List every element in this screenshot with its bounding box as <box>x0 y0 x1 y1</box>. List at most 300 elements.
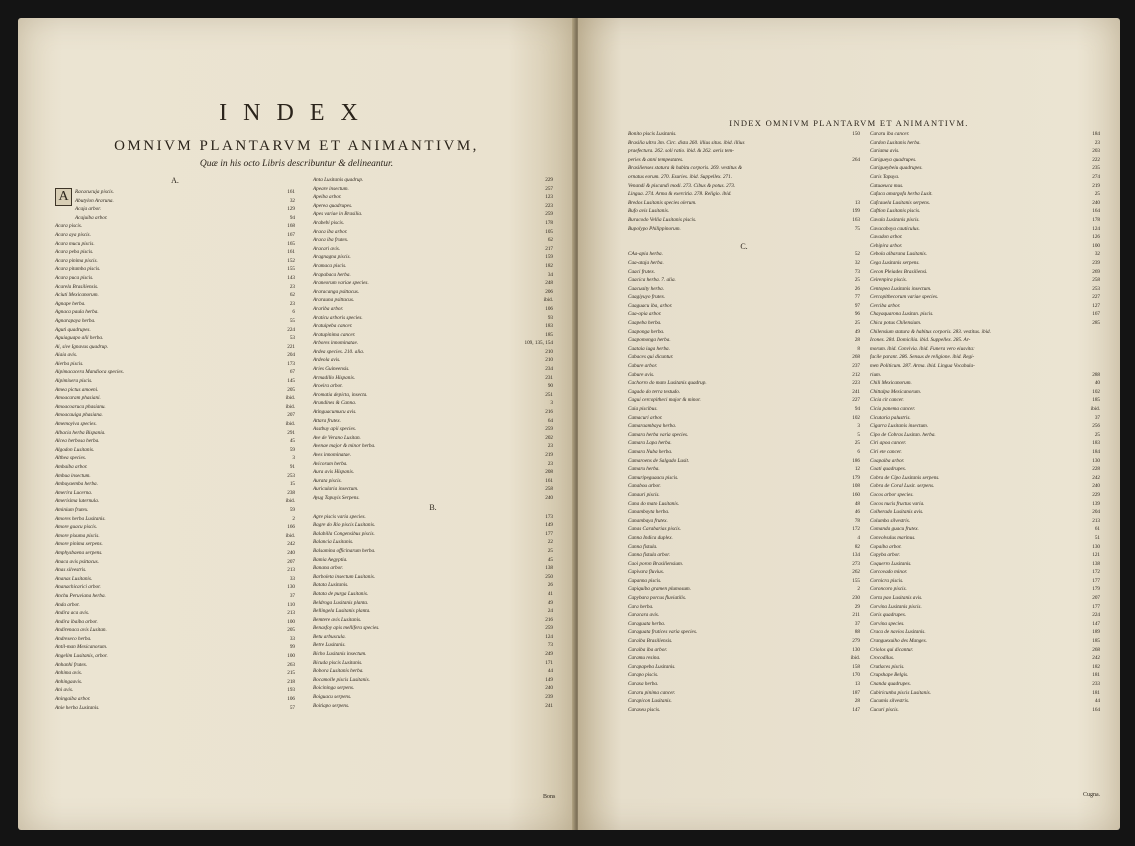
index-entry <box>55 446 295 455</box>
index-entry <box>870 560 1100 569</box>
entry-page-number: 55 <box>289 317 295 324</box>
entry-term: Aiaia avis. <box>55 352 78 359</box>
index-entry <box>313 494 553 503</box>
entry-page-number: 26 <box>854 285 860 292</box>
entry-term: Caftlon Lusitanis piscis. <box>870 208 921 215</box>
entry-page-number: 203 <box>1092 148 1100 155</box>
index-entry <box>55 669 295 678</box>
entry-term: Araneorum variae species. <box>313 280 369 287</box>
index-entry <box>628 319 860 328</box>
index-entry <box>628 353 860 362</box>
entry-term: Auricularia insectum. <box>313 486 359 493</box>
entry-page-number: 94 <box>854 406 860 412</box>
entry-term: Caa-ataja herba. <box>628 259 664 266</box>
entry-term: Crutlaces piscis. <box>870 663 905 670</box>
entry-page-number: 173 <box>287 360 295 367</box>
entry-page-number: 164 <box>1092 706 1100 713</box>
entry-term: Caraguata herba. <box>628 620 666 627</box>
index-entry <box>313 399 553 408</box>
entry-term: Aipimacacera Mandioca species. <box>55 369 125 376</box>
index-entry <box>628 482 860 491</box>
entry-term: CAa-apia herba. <box>628 251 663 258</box>
entry-page-number: 127 <box>1092 302 1100 309</box>
entry-term: Althea species. <box>55 455 87 462</box>
index-entry <box>870 353 1100 362</box>
index-entry <box>313 616 553 625</box>
entry-page-number: 150 <box>852 131 860 137</box>
index-entry <box>313 202 553 211</box>
entry-page-number: 23 <box>289 283 295 290</box>
entry-term: Betu arbuscula. <box>313 633 346 640</box>
index-entry <box>313 521 553 530</box>
entry-term: Carapicon Lusitanis. <box>628 698 672 705</box>
entry-term: Bemtere avis Lusitanis. <box>313 616 362 623</box>
entry-term: Ararauna psittacus. <box>313 297 355 304</box>
index-entry <box>628 156 860 165</box>
index-entry <box>55 214 295 223</box>
entry-page-number: 57 <box>289 704 295 711</box>
index-entry <box>55 420 295 429</box>
entry-page-number: 94 <box>289 214 295 221</box>
index-entry <box>628 293 860 302</box>
index-entry <box>628 534 860 543</box>
entry-page-number: 155 <box>287 266 295 273</box>
entry-page-number: ibid. <box>285 403 295 410</box>
entry-page-number: 149 <box>545 676 553 683</box>
entry-term: Alcea herbosa herba. <box>55 438 100 445</box>
index-entry <box>870 525 1100 534</box>
entry-page-number: 168 <box>287 223 295 230</box>
entry-page-number: 121 <box>1092 552 1100 559</box>
entry-term: Cebola albarana Lusitanis. <box>870 251 927 258</box>
entry-term: Agnarapaya herba. <box>55 317 96 324</box>
entry-term: Cagado do terra testudo. <box>628 388 681 395</box>
index-entry <box>55 695 295 704</box>
index-entry <box>55 506 295 515</box>
index-entry <box>313 547 553 556</box>
entry-page-number: 212 <box>852 371 860 378</box>
entry-page-number: 199 <box>852 208 860 215</box>
entry-page-number: 258 <box>1092 277 1100 284</box>
left-page <box>18 18 575 830</box>
entry-term: Camaraambaya herba. <box>628 423 677 430</box>
index-entry <box>870 396 1100 405</box>
index-entry <box>55 291 295 300</box>
entry-term: praefectura. 262. soli ratio. ibid. & 262. aeris tem- <box>628 148 734 155</box>
entry-page-number: 221 <box>287 343 295 350</box>
entry-term: Canambaya frutex. <box>628 517 668 524</box>
entry-page-number: 164 <box>1092 208 1100 215</box>
index-subtitle: OMNIVM PLANTARVM ET ANIMANTIVM, <box>114 138 479 154</box>
entry-page-number: 82 <box>854 543 860 550</box>
index-entry <box>55 274 295 283</box>
entry-term: Cubiricunha piscis Lusitanis. <box>870 689 931 696</box>
entry-term: Coquerro Lusitanis. <box>870 560 912 567</box>
index-entry <box>870 302 1100 311</box>
entry-term: Cafcauela Lusitanis serpens. <box>870 199 931 206</box>
entry-term: Agnape herba. <box>55 300 86 307</box>
entry-term: Antil-man Mexicanorum. <box>55 644 108 651</box>
index-entry <box>55 575 295 584</box>
index-entry <box>55 686 295 695</box>
entry-page-number: 259 <box>545 625 553 632</box>
index-entry <box>55 248 295 257</box>
entry-term: Aromatia depicta, insecta. <box>313 391 368 398</box>
index-entry <box>55 197 295 206</box>
index-entry <box>870 173 1100 182</box>
entry-term: Cavadon arbor. <box>870 234 903 241</box>
entry-page-number: 3 <box>857 423 860 430</box>
index-entry <box>870 568 1100 577</box>
entry-term: facile parant. 286. Sensus de religione. ibid. Regi- <box>870 354 975 361</box>
entry-term: Banana arbor. <box>313 565 343 572</box>
entry-term: Cariama avis. <box>870 148 900 155</box>
index-entry <box>628 371 860 380</box>
entry-page-number: 33 <box>289 635 295 642</box>
index-entry <box>313 271 553 280</box>
entry-page-number: 34 <box>547 271 553 278</box>
entry-list <box>313 513 553 711</box>
index-entry <box>870 628 1100 637</box>
entry-term: Anaca avis psittacus. <box>55 558 99 565</box>
entry-term: Arapabaca herba. <box>313 271 351 278</box>
entry-term: Cabure arbor. <box>628 363 658 370</box>
entry-term: Algodon Lusitanis. <box>55 446 95 453</box>
entry-term: peries & anni tempestates. <box>628 156 684 163</box>
index-entry <box>870 156 1100 165</box>
left-column-2 <box>313 176 553 710</box>
entry-term: Comanda guacu frutex. <box>870 526 919 533</box>
entry-term: Brasilia ultra 3m. Circ. dista 260. illius situs. ibid. illius <box>628 139 745 146</box>
entry-term: Caapomonga herba. <box>628 337 671 344</box>
entry-term: Ciri ete cancer. <box>870 448 902 455</box>
index-entry <box>870 233 1100 242</box>
entry-page-number: 177 <box>1092 603 1100 610</box>
index-entry <box>628 448 860 457</box>
entry-page-number: 33 <box>289 575 295 582</box>
entry-term: Aroeira arbor. <box>313 383 343 390</box>
entry-term: Ananachicarici arbor. <box>55 584 101 591</box>
entry-page-number: 259 <box>545 426 553 433</box>
entry-page-number: 49 <box>547 599 553 606</box>
entry-page-number: 59 <box>289 506 295 513</box>
index-entry <box>628 628 860 637</box>
entry-term: Andirenaca avis Lusitan. <box>55 627 107 634</box>
entry-page-number: 274 <box>1092 173 1100 180</box>
entry-page-number: 2 <box>292 515 295 522</box>
entry-page-number: 187 <box>852 689 860 696</box>
entry-term: Ayug Tapuyis Serpens. <box>313 494 360 501</box>
index-entry <box>55 317 295 326</box>
entry-page-number: 40 <box>1094 380 1100 387</box>
index-entry <box>55 403 295 412</box>
entry-page-number: 37 <box>854 620 860 627</box>
index-entry <box>55 188 295 197</box>
entry-page-number: 223 <box>852 380 860 387</box>
entry-term: Barboleta insectum Lusitanis. <box>313 573 376 580</box>
index-entry <box>55 300 295 309</box>
entry-page-number: 258 <box>545 486 553 493</box>
entry-page-number: 6 <box>857 448 860 455</box>
index-entry <box>55 704 295 713</box>
index-entry <box>313 702 553 711</box>
index-entry <box>870 216 1100 225</box>
entry-page-number: 158 <box>852 663 860 670</box>
entry-term: Capivara fluvius. <box>628 569 665 576</box>
entry-page-number: 208 <box>545 469 553 476</box>
entry-page-number: 229 <box>1092 491 1100 498</box>
entry-page-number: 134 <box>852 552 860 559</box>
entry-term: Capiquiba gramen plumosum. <box>628 586 691 593</box>
entry-page-number: 28 <box>854 698 860 705</box>
index-entry <box>313 442 553 451</box>
index-entry <box>313 485 553 494</box>
index-entry <box>55 523 295 532</box>
entry-page-number: 23 <box>547 443 553 450</box>
entry-page-number: 240 <box>545 685 553 692</box>
entry-page-number: 251 <box>545 391 553 398</box>
index-entry <box>870 637 1100 646</box>
index-entry <box>628 216 860 225</box>
index-entry <box>628 517 860 526</box>
entry-page-number: 185 <box>545 331 553 338</box>
entry-term: Cecon Pleiades Brasiliensi. <box>870 268 928 275</box>
entry-page-number: 67 <box>289 369 295 376</box>
entry-page-number: 32 <box>289 197 295 204</box>
entry-page-number: 242 <box>287 541 295 548</box>
entry-term: Anda arbor. <box>55 601 80 608</box>
entry-term: Caracara avis. <box>628 612 660 619</box>
entry-term: Caaguacu iba, arbor. <box>628 302 673 309</box>
index-entry <box>313 356 553 365</box>
entry-term: Bamia Aegyptia. <box>313 556 348 563</box>
entry-term: Bonito piscis Lusitanis. <box>628 131 677 137</box>
index-entry <box>313 538 553 547</box>
entry-page-number: 207 <box>1092 595 1100 602</box>
entry-page-number: 3 <box>292 455 295 462</box>
index-entry <box>628 268 860 277</box>
entry-page-number: 269 <box>1092 268 1100 275</box>
entry-page-number: 13 <box>854 199 860 206</box>
index-entry <box>870 310 1100 319</box>
entry-page-number: 204 <box>1092 509 1100 516</box>
index-entry <box>870 474 1100 483</box>
entry-term: Canauri piscis. <box>628 491 660 498</box>
entry-page-number: 216 <box>545 409 553 416</box>
entry-term: Cobra de Coral Lusit. serpens. <box>870 483 935 490</box>
index-entry <box>313 262 553 271</box>
index-entry <box>870 654 1100 663</box>
entry-page-number: 279 <box>852 638 860 645</box>
index-entry <box>870 362 1100 371</box>
entry-term: Andreseco herba. <box>55 635 92 642</box>
entry-term: Chili Mexicanorum. <box>870 380 912 387</box>
entry-term: Bicuda piscis Lusitanis. <box>313 659 363 666</box>
entry-term: Cara herba. <box>628 603 654 610</box>
index-entry <box>313 590 553 599</box>
entry-page-number: 237 <box>852 363 860 370</box>
entry-page-number: 182 <box>545 262 553 269</box>
entry-term: Caa-opia arbor. <box>628 311 662 318</box>
index-entry <box>313 348 553 357</box>
index-entry <box>55 343 295 352</box>
index-entry <box>628 706 860 715</box>
index-entry <box>628 328 860 337</box>
entry-page-number: 167 <box>287 231 295 238</box>
entry-term: Abutylon Araruna. <box>75 197 114 204</box>
index-entry <box>628 310 860 319</box>
entry-term: Bagre do Rio piscis Lusitanis. <box>313 522 376 529</box>
index-entry <box>628 585 860 594</box>
entry-page-number: 109, 135, 154 <box>524 340 553 347</box>
entry-page-number: 172 <box>1092 569 1100 576</box>
index-entry <box>870 508 1100 517</box>
entry-page-number: 29 <box>854 603 860 610</box>
entry-page-number: 159 <box>545 254 553 261</box>
entry-page-number: 202 <box>545 434 553 441</box>
entry-term: Acaja arbor. <box>75 206 101 213</box>
entry-page-number: 124 <box>1092 225 1100 232</box>
entry-term: Amoacaram phasiani. <box>55 395 101 402</box>
entry-term: Boiguacu serpens. <box>313 694 352 701</box>
index-entry <box>870 603 1100 612</box>
entry-page-number: 240 <box>287 549 295 556</box>
entry-page-number: 219 <box>1092 182 1100 189</box>
entry-term: Cega Lusitanis serpens. <box>870 259 920 266</box>
entry-term: Aguti quadrupes. <box>55 326 91 333</box>
entry-term: Columba silvestris. <box>870 517 911 524</box>
index-entry <box>628 551 860 560</box>
index-entry <box>870 285 1100 294</box>
right-page <box>578 18 1120 830</box>
entry-term: Chica potus Chilensium. <box>870 320 922 327</box>
index-entry <box>870 465 1100 474</box>
entry-page-number: 75 <box>854 225 860 232</box>
index-entry <box>55 678 295 687</box>
entry-term: Corcovado minor. <box>870 569 908 576</box>
index-entry <box>313 245 553 254</box>
entry-term: Amerisima luternula. <box>55 498 100 505</box>
entry-page-number: 163 <box>852 216 860 223</box>
index-entry <box>628 646 860 655</box>
index-entry <box>628 276 860 285</box>
entry-term: Buracodo Vellia Lusitanis piscis. <box>628 216 697 223</box>
index-entry <box>313 296 553 305</box>
entry-page-number: 189 <box>1092 629 1100 636</box>
index-entry <box>870 448 1100 457</box>
entry-term: Cebipira arbor. <box>870 242 903 249</box>
index-entry <box>313 556 553 565</box>
entry-page-number: 149 <box>545 522 553 529</box>
index-entry <box>55 386 295 395</box>
index-entry <box>313 573 553 582</box>
entry-page-number: 161 <box>287 189 295 195</box>
index-entry <box>55 463 295 472</box>
entry-page-number: 23 <box>1094 139 1100 146</box>
entry-term: Balabilla Congensibus piscis. <box>313 530 375 537</box>
index-entry <box>55 583 295 592</box>
entry-page-number: 3 <box>550 400 553 407</box>
entry-term: Caataia iuga herba. <box>628 345 670 352</box>
entry-page-number: 91 <box>289 464 295 470</box>
entry-term: Canna Indica duplex. <box>628 534 673 541</box>
entry-term: Amore pinima serpens. <box>55 541 103 548</box>
entry-term: Amphysbaena serpens. <box>55 549 103 556</box>
index-entry <box>870 379 1100 388</box>
index-entry <box>870 147 1100 156</box>
entry-page-number: 15 <box>289 481 295 488</box>
index-entry <box>628 405 860 414</box>
entry-term: Carapo piscis. <box>628 672 659 679</box>
entry-page-number: 22 <box>547 539 553 546</box>
entry-page-number: 25 <box>1094 191 1100 198</box>
entry-term: Ciri apoa cancer. <box>870 440 907 447</box>
index-entry <box>313 305 553 314</box>
entry-term: Caraxeu piscis. <box>628 706 661 713</box>
entry-page-number: 124 <box>545 633 553 640</box>
entry-term: Aipimixera piscis. <box>55 378 93 385</box>
entry-page-number: ibid. <box>285 421 295 428</box>
index-entry <box>313 633 553 642</box>
entry-page-number: 97 <box>854 302 860 309</box>
entry-term: Apeiba arbor. <box>313 194 342 201</box>
index-entry <box>55 429 295 438</box>
entry-term: Araracanga psittacus. <box>313 288 360 295</box>
entry-term: men Politicum. 287. Arma. ibid. Lingua Vocabula- <box>870 363 975 370</box>
entry-term: Ai, sive Ignavus quadrup. <box>55 343 109 350</box>
entry-page-number: 253 <box>287 472 295 479</box>
entry-page-number: ibid. <box>285 395 295 402</box>
entry-page-number: 4 <box>857 534 860 541</box>
entry-term: Aragnagna piscis. <box>313 254 351 261</box>
index-entry <box>628 689 860 698</box>
index-entry <box>313 210 553 219</box>
entry-term: Coapaiba arbor. <box>870 457 905 464</box>
catchword: Bons <box>543 794 556 800</box>
index-entry <box>55 515 295 524</box>
entry-page-number: 25 <box>854 320 860 327</box>
index-entry <box>870 259 1100 268</box>
entry-page-number: 193 <box>287 687 295 694</box>
entry-term: Arbores innominatae. <box>313 340 359 347</box>
entry-term: Aperea quadrupes. <box>313 202 353 209</box>
index-entry <box>55 326 295 335</box>
entry-term: Arundines & Canna. <box>313 400 357 407</box>
entry-term: Craca de navios Lusitanis. <box>870 629 926 636</box>
entry-page-number: 129 <box>287 206 295 213</box>
index-entry <box>55 394 295 403</box>
entry-page-number: 46 <box>854 509 860 516</box>
entry-page-number: 108 <box>852 483 860 490</box>
index-entry <box>870 250 1100 259</box>
entry-term: Apes variae in Brasilia. <box>313 211 363 218</box>
entry-page-number: 45 <box>289 438 295 445</box>
entry-term: Aracari avis. <box>313 245 341 252</box>
index-entry <box>313 331 553 340</box>
entry-term: Canamboyta herba. <box>628 509 670 516</box>
index-entry <box>628 491 860 500</box>
entry-page-number: 170 <box>852 672 860 679</box>
index-entry <box>628 500 860 509</box>
entry-page-number: 242 <box>1092 655 1100 662</box>
entry-page-number: 234 <box>545 366 553 373</box>
entry-term: Araca iba frutex. <box>313 237 349 244</box>
entry-term: Aningaiba arbor. <box>55 696 91 703</box>
entry-page-number: 25 <box>1094 431 1100 438</box>
entry-term: Aves innominatae. <box>313 452 352 458</box>
index-entry <box>628 611 860 620</box>
entry-page-number: 25 <box>854 277 860 284</box>
